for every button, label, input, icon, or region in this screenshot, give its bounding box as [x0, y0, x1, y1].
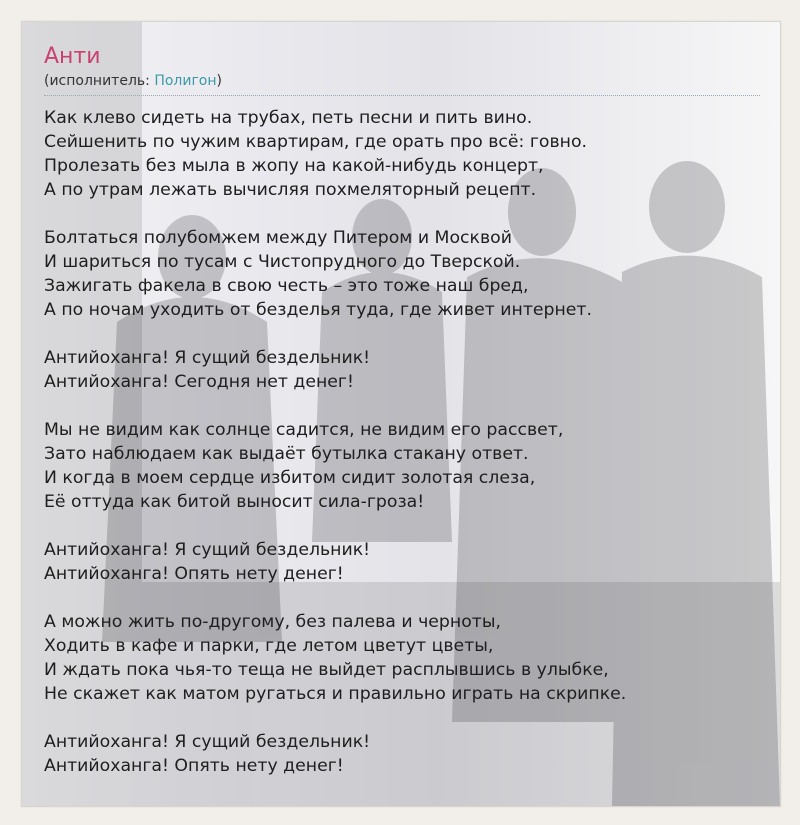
lyric-line: И ждать пока чья-то теща не выйдет расплывшись в улыбке, — [44, 660, 609, 680]
lyric-line: А по утрам лежать вычисляя похмеляторный рецепт. — [44, 180, 537, 200]
lyric-line: Антийоханга! Сегодня нет денег! — [44, 372, 354, 392]
song-title: Анти — [44, 44, 101, 69]
lyrics-text — [44, 106, 760, 778]
lyric-line: Ходить в кафе и парки, где летом цветут цветы, — [44, 636, 494, 656]
performer-prefix: (исполнитель: — [44, 73, 155, 89]
lyric-line: И когда в моем сердце избитом сидит золотая слеза, — [44, 468, 536, 488]
lyric-line: А по ночам уходить от безделья туда, где живет интернет. — [44, 300, 592, 320]
lyric-line: Антийоханга! Опять нету денег! — [44, 756, 344, 776]
performer-suffix: ) — [216, 73, 222, 89]
lyric-line: Антийоханга! Опять нету денег! — [44, 564, 344, 584]
lyric-line: Её оттуда как битой выносит сила-гроза! — [44, 492, 425, 512]
lyric-line: Сейшенить по чужим квартирам, где орать про всё: говно. — [44, 132, 588, 152]
stanza — [44, 226, 760, 322]
lyric-line: И шариться по тусам с Чистопрудного до Тверской. — [44, 252, 521, 272]
stanza — [44, 610, 760, 706]
lyric-line: Как клево сидеть на трубах, петь песни и пить вино. — [44, 108, 533, 128]
lyric-line: А можно жить по-другому, без палева и черноты, — [44, 612, 501, 632]
lyric-line: Зато наблюдаем как выдаёт бутылка стакану ответ. — [44, 444, 529, 464]
lyric-line: Антийоханга! Я сущий бездельник! — [44, 348, 371, 368]
chorus — [44, 346, 760, 394]
lyric-line: Антийоханга! Я сущий бездельник! — [44, 732, 371, 752]
lyric-line: Болтаться полубомжем между Питером и Москвой — [44, 228, 512, 248]
lyric-line: Зажигать факела в свою честь – это тоже наш бред, — [44, 276, 529, 296]
stanza — [44, 418, 760, 514]
lyrics-card — [21, 21, 781, 807]
performer-link[interactable]: Полигон — [154, 73, 217, 89]
lyric-line: Не скажет как матом ругаться и правильно играть на скрипке. — [44, 684, 627, 704]
lyric-line: Мы не видим как солнце садится, не видим его рассвет, — [44, 420, 564, 440]
stanza — [44, 106, 760, 202]
lyric-line: Пролезать без мыла в жопу на какой-нибудь концерт, — [44, 156, 544, 176]
chorus — [44, 538, 760, 586]
song-content — [44, 22, 760, 802]
performer-line — [44, 72, 760, 96]
lyric-line: Антийоханга! Я сущий бездельник! — [44, 540, 371, 560]
chorus — [44, 730, 760, 778]
